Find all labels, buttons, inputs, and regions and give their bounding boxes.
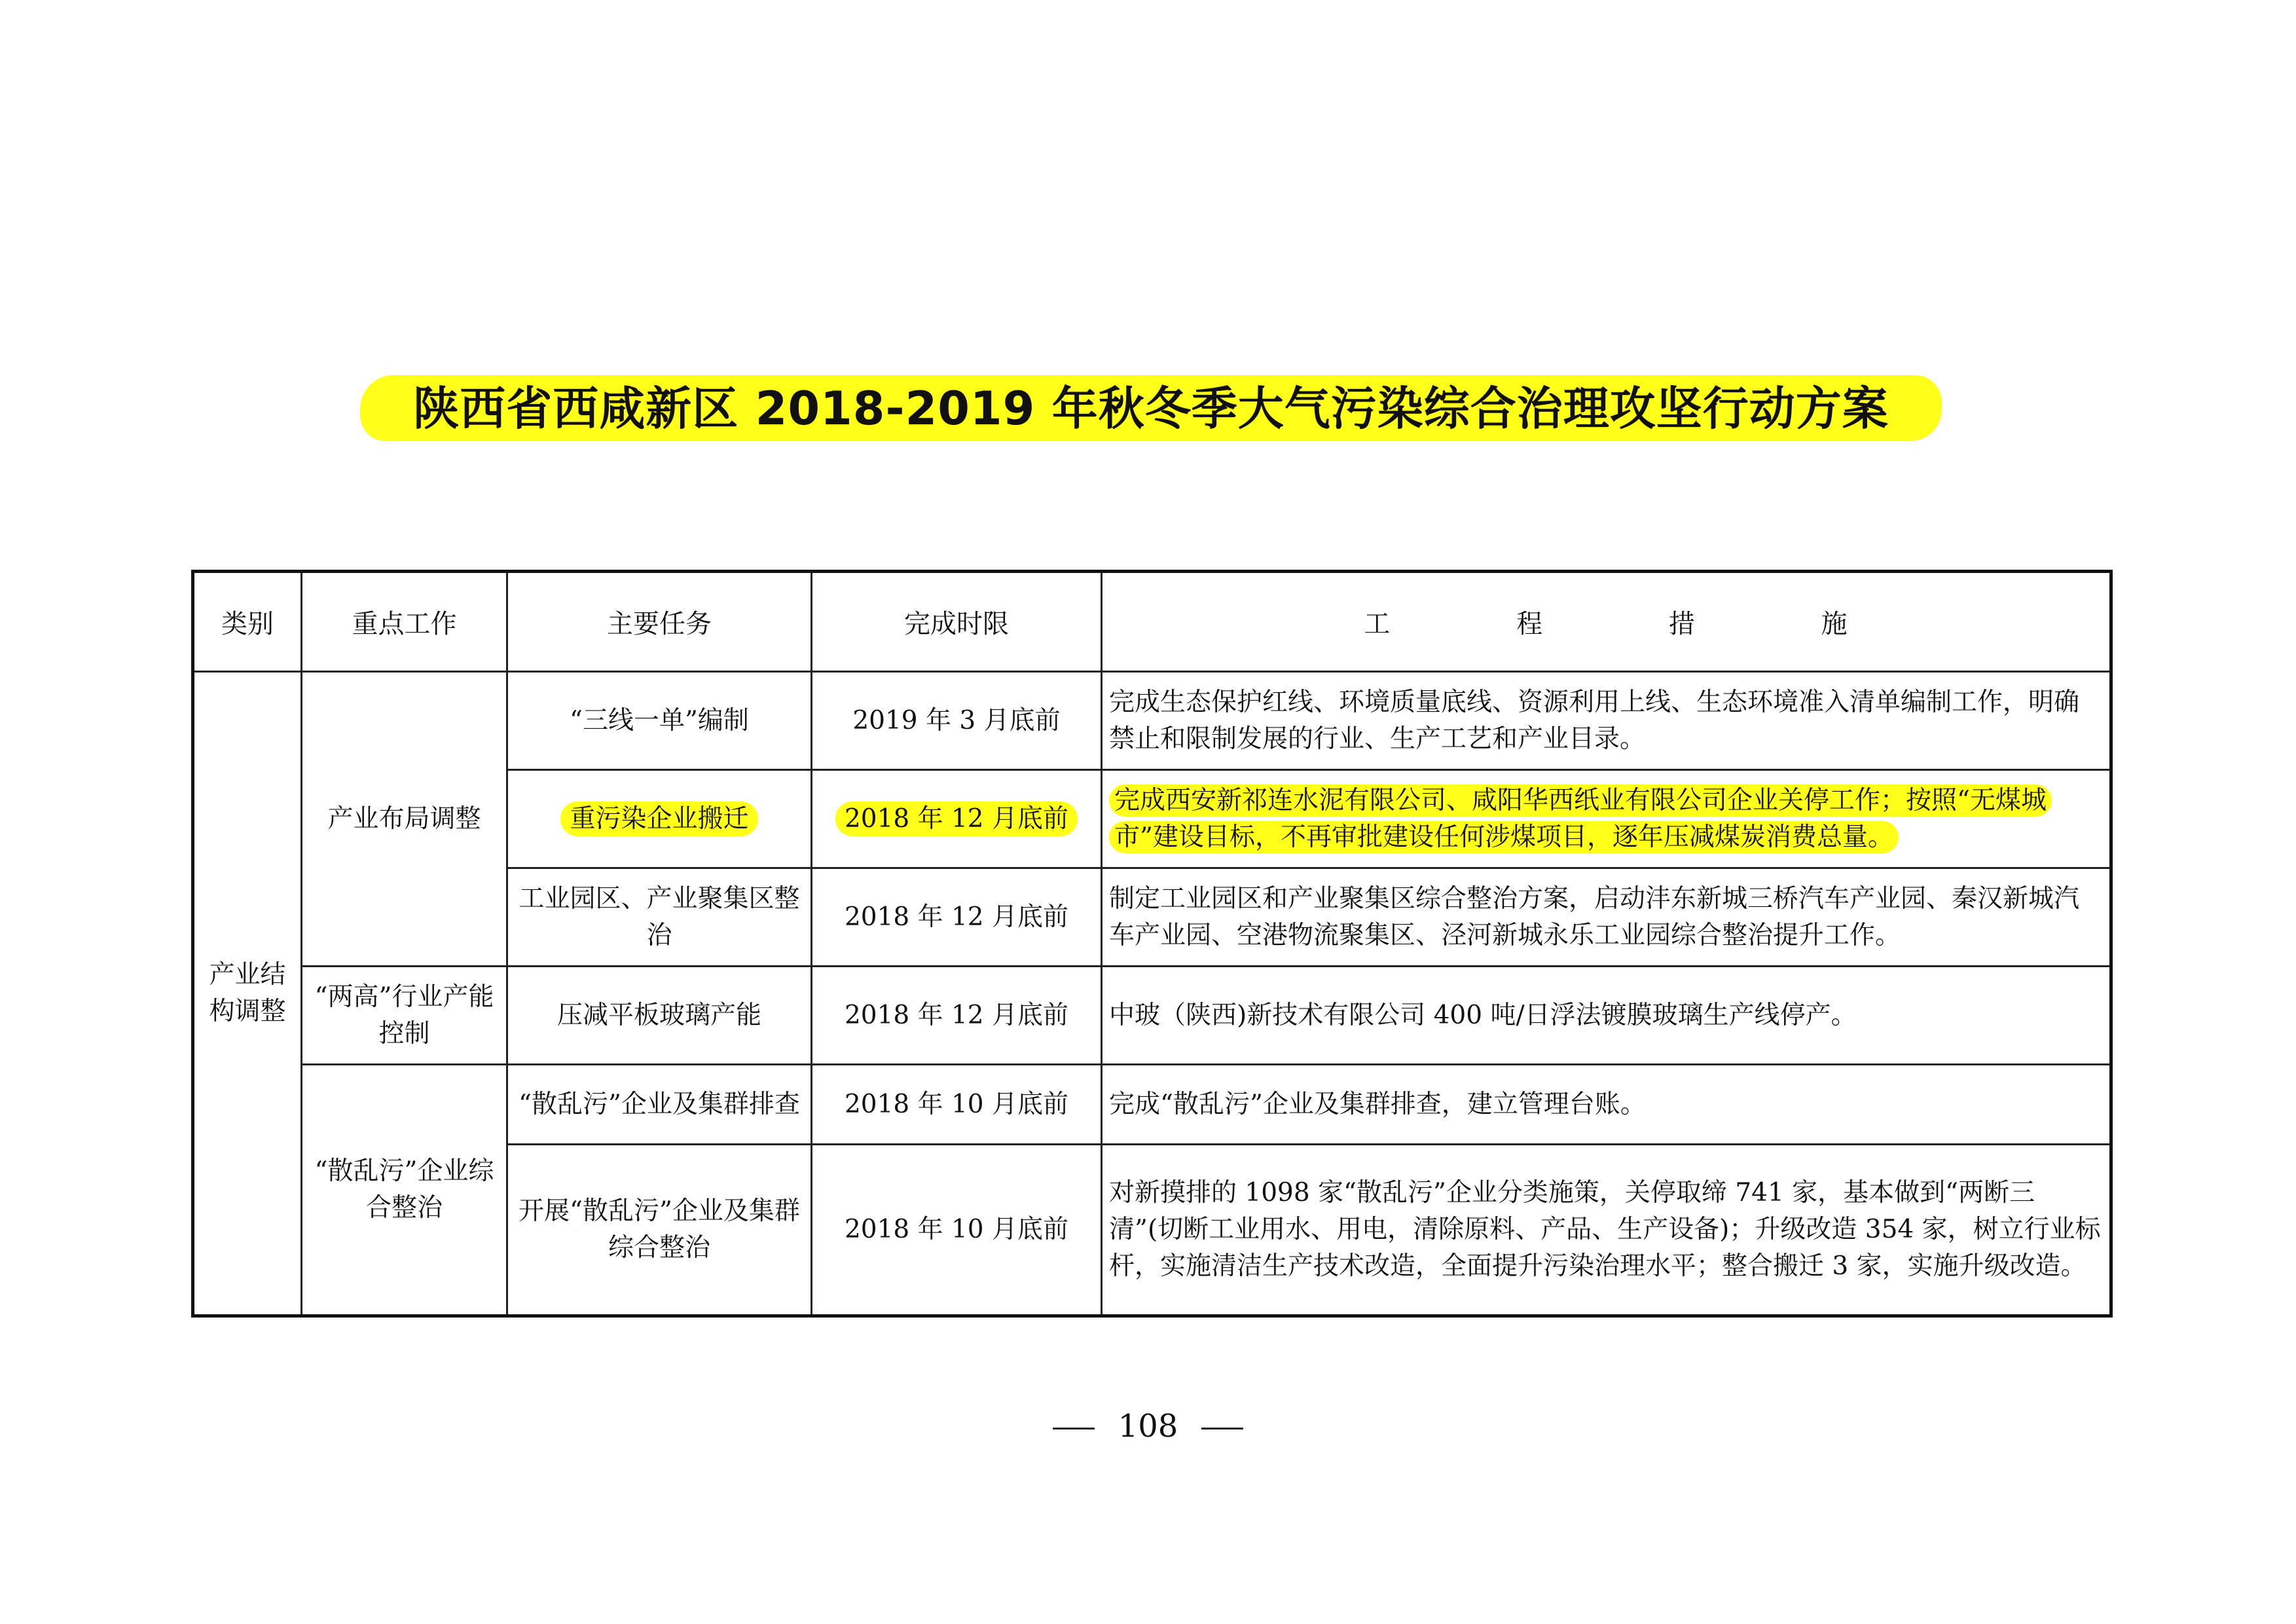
task-cell: “三线一单”编制 <box>507 672 812 770</box>
measure-cell: 中玻（陕西)新技术有限公司 400 吨/日浮法镀膜玻璃生产线停产。 <box>1102 967 2111 1065</box>
focus-cell: “散乱污”企业综合整治 <box>302 1065 507 1316</box>
page-number-dash-left <box>1053 1428 1095 1430</box>
action-plan-table <box>191 570 2113 1318</box>
deadline-cell: 2019 年 3 月底前 <box>812 672 1102 770</box>
page-number-dash-right <box>1201 1428 1243 1430</box>
task-cell: “散乱污”企业及集群排查 <box>507 1065 812 1145</box>
header-measures: 工 程 措 施 <box>1102 572 2111 672</box>
deadline-cell: 2018 年 12 月底前 <box>812 967 1102 1065</box>
table-header-row <box>193 572 2111 672</box>
document-title: 陕西省西咸新区 2018-2019 年秋冬季大气污染综合治理攻坚行动方案 <box>413 382 1889 435</box>
table-row <box>193 672 2111 770</box>
deadline-cell: 2018 年 10 月底前 <box>812 1145 1102 1316</box>
table-row <box>193 967 2111 1065</box>
task-cell: 工业园区、产业聚集区整治 <box>507 868 812 967</box>
focus-cell: “两高”行业产能控制 <box>302 967 507 1065</box>
task-cell: 压减平板玻璃产能 <box>507 967 812 1065</box>
deadline-cell: 2018 年 12 月底前 <box>812 770 1102 868</box>
title-block <box>360 370 1942 447</box>
focus-cell: 产业布局调整 <box>302 672 507 967</box>
measure-cell: 制定工业园区和产业聚集区综合整治方案，启动沣东新城三桥汽车产业园、秦汉新城汽车产业园、空港物流聚集区、泾河新城永乐工业园综合整治提升工作。 <box>1102 868 2111 967</box>
task-cell: 重污染企业搬迁 <box>507 770 812 868</box>
measure-cell: 完成生态保护红线、环境质量底线、资源利用上线、生态环境准入清单编制工作，明确禁止和限制发展的行业、生产工艺和产业目录。 <box>1102 672 2111 770</box>
task-cell: 开展“散乱污”企业及集群综合整治 <box>507 1145 812 1316</box>
deadline-cell: 2018 年 12 月底前 <box>812 868 1102 967</box>
header-deadline: 完成时限 <box>812 572 1102 672</box>
table-row <box>193 1065 2111 1145</box>
measure-cell: 完成西安新祁连水泥有限公司、咸阳华西纸业有限公司企业关停工作；按照“无煤城市”建设目标，不再审批建设任何涉煤项目，逐年压减煤炭消费总量。 <box>1102 770 2111 868</box>
deadline-cell: 2018 年 10 月底前 <box>812 1065 1102 1145</box>
category-cell: 产业结构调整 <box>193 672 302 1316</box>
page-number: 108 <box>0 1408 2296 1445</box>
measure-cell: 完成“散乱污”企业及集群排查，建立管理台账。 <box>1102 1065 2111 1145</box>
header-category: 类别 <box>193 572 302 672</box>
header-focus: 重点工作 <box>302 572 507 672</box>
header-task: 主要任务 <box>507 572 812 672</box>
measure-cell: 对新摸排的 1098 家“散乱污”企业分类施策，关停取缔 741 家，基本做到“两断三清”(切断工业用水、用电，清除原料、产品、生产设备)；升级改造 354 家，树立行业标杆，实施清洁生产技术改造，全面提升污染治理水平；整合搬迁 3 家，实施升级改造。 <box>1102 1145 2111 1316</box>
